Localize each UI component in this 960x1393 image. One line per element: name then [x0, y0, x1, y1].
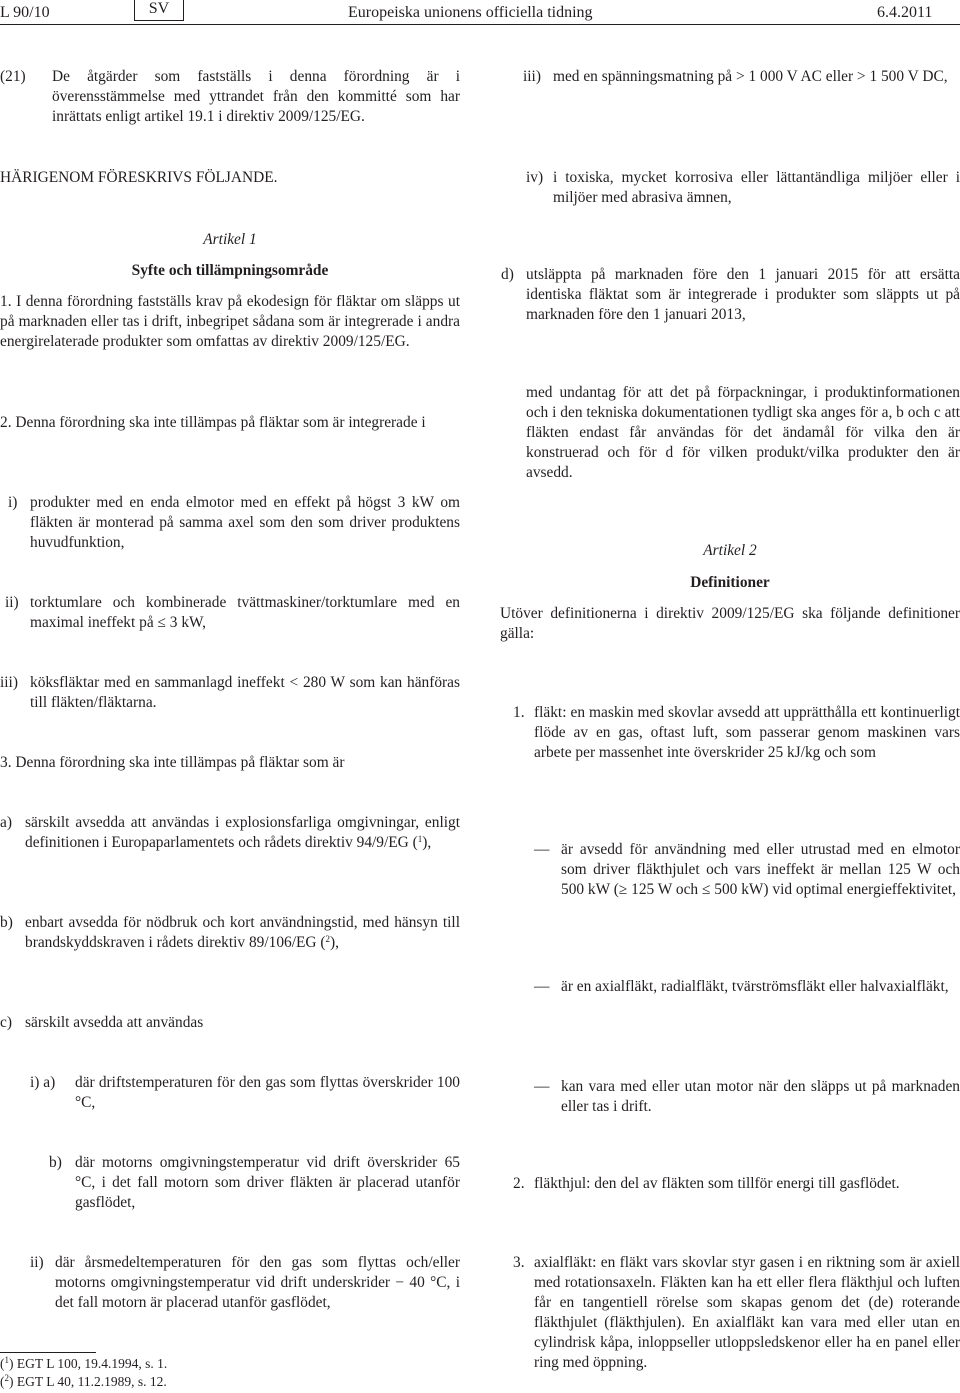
definition-text: fläkt: en maskin med skovlar avsedd att upprätthålla ett kontinuerligt flöde av en gas, oftast luft, som passerar genom maskinen vars arbete per massenhet inte överskrider 25 kJ/kg och som: [534, 704, 960, 761]
item-number: iv): [526, 169, 544, 186]
article-1-title: Syfte och tillämpningsområde: [131, 262, 329, 279]
paragraph-2: 2. Denna förordning ska inte tillämpas på fläktar som är integrerade i: [0, 414, 426, 431]
item-d: [500, 265, 960, 325]
definition-2: [500, 1174, 960, 1194]
definition-1: [500, 703, 960, 763]
item-letter: a): [0, 814, 12, 831]
item-iv: [500, 168, 960, 208]
definitions-intro: Utöver definitionerna i direktiv 2009/125/EG ska följande definitioner gälla:: [500, 605, 960, 642]
page-reference: L 90/10: [0, 4, 50, 21]
definition-number: 2.: [513, 1175, 525, 1192]
article-1-label: Artikel 1: [203, 231, 257, 248]
item-c-i-a: [30, 1073, 460, 1113]
item-number: iii): [523, 68, 541, 85]
dash-text: är en axialfläkt, radialfläkt, tvärströmsfläkt eller halvaxialfläkt,: [561, 978, 949, 995]
enacting-formula: HÄRIGENOM FÖRESKRIVS FÖLJANDE.: [0, 169, 278, 186]
dash-marker: —: [534, 841, 550, 858]
definition-1-dash-3: [534, 1077, 960, 1117]
dash-marker: —: [534, 1078, 550, 1095]
item-text: där driftstemperaturen för den gas som flyttas överskrider 100 °C,: [75, 1074, 460, 1111]
item-iii-right: [500, 67, 960, 87]
item-c-ii: [30, 1253, 460, 1313]
item-text: särskilt avsedda att användas: [25, 1014, 204, 1031]
item-text: köksfläktar med en sammanlagd ineffekt < 280 W som kan hänföras till fläkten/fläktarna.: [30, 674, 460, 711]
item-b: [0, 913, 460, 953]
item-text: i toxiska, mycket korrosiva eller lättantändliga miljöer eller i miljöer med abrasiva ämnen,: [553, 169, 960, 206]
footnote-ref: 2: [325, 934, 330, 944]
publication-date: 6.4.2011: [877, 4, 933, 21]
item-text: där motorns omgivningstemperatur vid drift överskrider 65 °C, i det fall motorn som driver fläkten är placerad utanför gasflödet,: [75, 1154, 460, 1211]
item-c: [0, 1013, 460, 1033]
paragraph-3: 3. Denna förordning ska inte tillämpas på fläktar som är: [0, 754, 345, 771]
item-text: med en spänningsmatning på > 1 000 V AC eller > 1 500 V DC,: [553, 68, 948, 85]
language-badge: SV: [134, 0, 184, 21]
footnote-divider: [0, 1352, 96, 1353]
item-text: produkter med en enda elmotor med en effekt på högst 3 kW om fläkten är monterad på samma axel som den som driver produktens huvudfunktion,: [30, 494, 460, 551]
item-ii: [0, 593, 460, 633]
item-text: torktumlare och kombinerade tvättmaskiner/torktumlare med en maximal ineffekt på ≤ 3 kW,: [30, 594, 460, 631]
item-number: ii): [5, 594, 19, 611]
exception-clause: med undantag för att det på förpackningar, i produktinformationen och i den tekniska dokumentationen tydligt ska anges för a, b och c att fläkten endast får användas för det ändamål för vilka den är konstruerad och för d för vilken produkt/vilka produkter den är avsedd.: [526, 384, 960, 481]
item-text: enbart avsedda för nödbruk och kort användningstid, med hänsyn till brandskyddskraven i rådets direktiv 89/106/EG ($^2$),: [25, 914, 460, 951]
dash-text: är avsedd för användning med eller utrustad med en elmotor som driver fläkthjulet och vars ineffekt är mellan 125 W och 500 kW (≥ 125 W och ≤ 500 kW) vid optimal energieffektivitet,: [561, 841, 960, 898]
recital-text: De åtgärder som fastställs i denna förordning är i överensstämmelse med yttrandet från den kommitté som har inrättats enligt artikel 19.1 i direktiv 2009/125/EG.: [52, 68, 460, 125]
header-divider: [0, 24, 960, 25]
dash-marker: —: [534, 978, 550, 995]
article-2-label: Artikel 2: [703, 542, 757, 559]
recital-number: (21): [0, 68, 26, 85]
journal-title: Europeiska unionens officiella tidning: [348, 4, 593, 21]
item-c-i-b: [30, 1153, 460, 1213]
item-number: iii): [0, 674, 18, 691]
footnote-2: ($^2$) EGT L 40, 11.2.1989, s. 12.: [0, 1373, 167, 1389]
definition-number: 3.: [513, 1254, 525, 1271]
item-letter: d): [501, 266, 514, 283]
item-number: i) a): [30, 1074, 56, 1091]
definition-text: fläkthjul: den del av fläkten som tillför energi till gasflödet.: [534, 1175, 900, 1192]
item-text: där årsmedeltemperaturen för den gas som flyttas och/eller motorns omgivningstemperatur vid drift underskrider − 40 °C, i det fall motorn är placerad utanför gasflödet,: [55, 1254, 460, 1311]
item-text: utsläppta på marknaden före den 1 januari 2015 för att ersätta identiska fläktat som är integrerade i produkter som släppts ut på marknaden före den 1 januari 2013,: [526, 266, 960, 323]
recital-21: [0, 67, 460, 127]
definition-3: [500, 1253, 960, 1373]
definition-number: 1.: [513, 704, 525, 721]
dash-text: kan vara med eller utan motor när den släpps ut på marknaden eller tas i drift.: [561, 1078, 960, 1115]
article-2-title: Definitioner: [690, 574, 770, 591]
item-text: särskilt avsedda att användas i explosionsfarliga omgivningar, enligt definitionen i Europaparlamentets och rådets direktiv 94/9/EG ($^1$),: [25, 814, 460, 851]
definition-1-dash-1: [534, 840, 960, 900]
item-number: i): [8, 494, 18, 511]
item-i: [0, 493, 460, 553]
paragraph-1: 1. I denna förordning fastställs krav på ekodesign för fläktar om släpps ut på marknaden eller tas i drift, inbegripet sådana som är integrerade i andra energirelaterade produkter som omfattas av direktiv 2009/125/EG.: [0, 293, 460, 350]
definition-1-dash-2: [534, 977, 960, 997]
item-iii: [0, 673, 460, 713]
footnote-ref: 1: [417, 834, 423, 844]
footnote-1: ($^1$) EGT L 100, 19.4.1994, s. 1.: [0, 1355, 168, 1371]
item-letter: b): [0, 914, 13, 931]
item-letter: b): [49, 1154, 62, 1171]
item-letter: c): [0, 1014, 12, 1031]
item-a: [0, 813, 460, 853]
definition-text: axialfläkt: en fläkt vars skovlar styr gasen i en riktning som är axiell med rotationsaxeln. Fläkten kan ha ett eller flera fläkthjul och luften får en tangentiell rörelse som skapas genom det (de) roterande fläkthjulet (fläkthjulen). En axialfläkt kan vara med eller utan en cylindrisk kåpa, inloppseller utloppsledskenor eller ha en panel eller ring med öppning.: [534, 1254, 960, 1371]
item-number: ii): [30, 1254, 44, 1271]
